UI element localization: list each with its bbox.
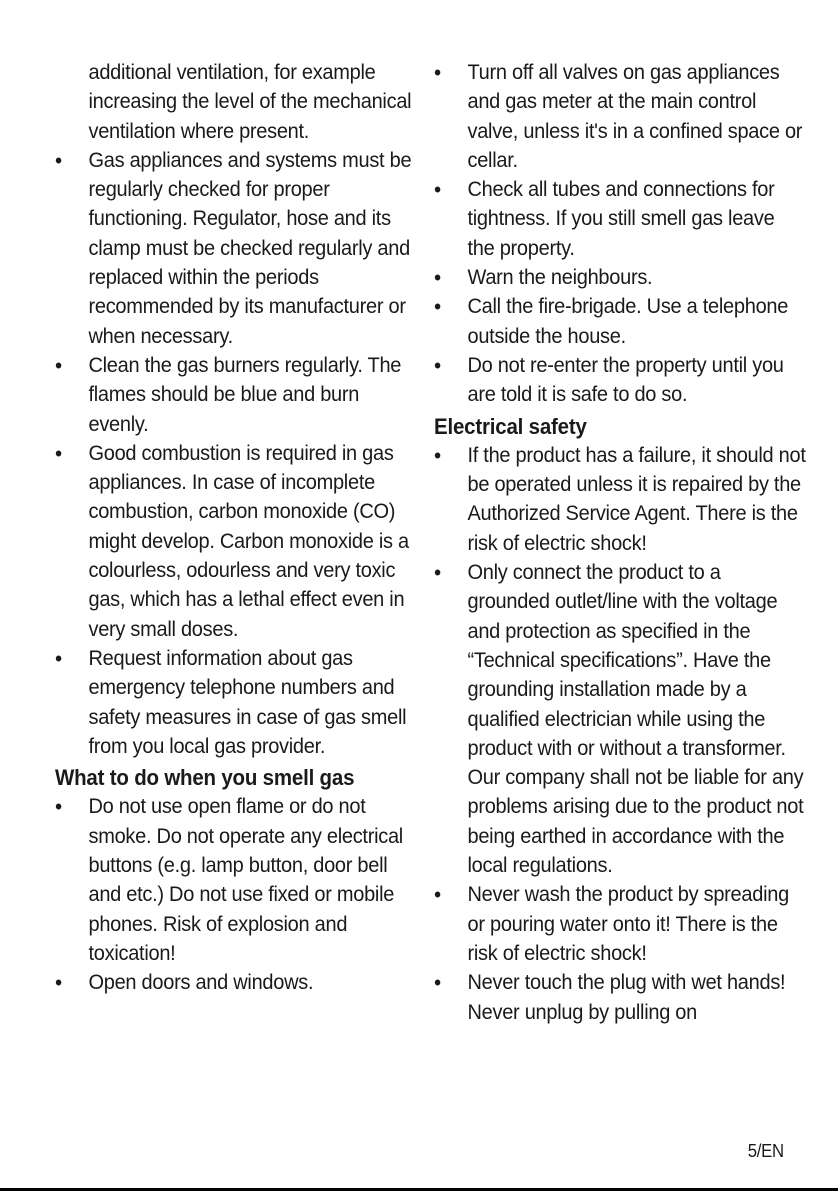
right-column — [434, 58, 804, 1027]
left-column — [55, 58, 415, 998]
page-number: 5/EN — [747, 1141, 784, 1161]
list-item: • Check all tubes and connections for tightness. If you still smell gas leave the property. — [434, 175, 806, 263]
list-item: • Call the fire-brigade. Use a telephone outside the house. — [434, 292, 806, 351]
list-item: • Clean the gas burners regularly. The flames should be blue and burn evenly. — [55, 351, 417, 439]
gas-safety-list — [55, 146, 417, 761]
list-item: • Never wash the product by spreading or pouring water onto it! There is the risk of electric shock! — [434, 880, 806, 968]
electrical-safety-list — [434, 441, 806, 1027]
list-item: • Request information about gas emergency telephone numbers and safety measures in case of gas smell from you local gas provider. — [55, 644, 417, 761]
smell-gas-list — [55, 792, 417, 997]
left-column-text — [55, 58, 417, 998]
list-item: • Do not re-enter the property until you are told it is safe to do so. — [434, 351, 806, 410]
list-item: • Gas appliances and systems must be regularly checked for proper functioning. Regulator, hose and its clamp must be checked regularly and replaced within the periods recommended by its manufacturer or when necessary. — [55, 146, 417, 351]
list-item: • Warn the neighbours. — [434, 263, 806, 292]
right-column-text — [434, 58, 806, 1027]
list-item: • If the product has a failure, it should not be operated unless it is repaired by the Authorized Service Agent. There is the risk of electric shock! — [434, 441, 806, 558]
list-item: • Turn off all valves on gas appliances and gas meter at the main control valve, unless it's in a confined space or cellar. — [434, 58, 806, 175]
section-heading-electrical-safety: Electrical safety — [434, 413, 587, 439]
section-heading-smell-gas: What to do when you smell gas — [55, 765, 355, 791]
smell-gas-list-continued — [434, 58, 806, 410]
list-item: • Do not use open flame or do not smoke. Do not operate any electrical buttons (e.g. lamp button, door bell and etc.) Do not use fixed or mobile phones. Risk of explosion and toxication! — [55, 792, 417, 968]
list-item: • Only connect the product to a grounded outlet/line with the voltage and protection as specified in the “Technical specifications”. Have the grounding installation made by a qualified electrician while using the product with or without a transformer. Our company shall not be liable for any problems arising due to the product not being earthed in accordance with the local regulations. — [434, 558, 806, 880]
continuation-paragraph: additional ventilation, for example increasing the level of the mechanical ventilation where present. — [88, 60, 412, 143]
list-item: • Good combustion is required in gas appliances. In case of incomplete combustion, carbon monoxide (CO) might develop. Carbon monoxide is a colourless, odourless and very toxic gas, which has a lethal effect even in very small doses. — [55, 439, 417, 644]
list-item: • Never touch the plug with wet hands! Never unplug by pulling on — [434, 968, 806, 1027]
list-item: • Open doors and windows. — [55, 968, 417, 997]
